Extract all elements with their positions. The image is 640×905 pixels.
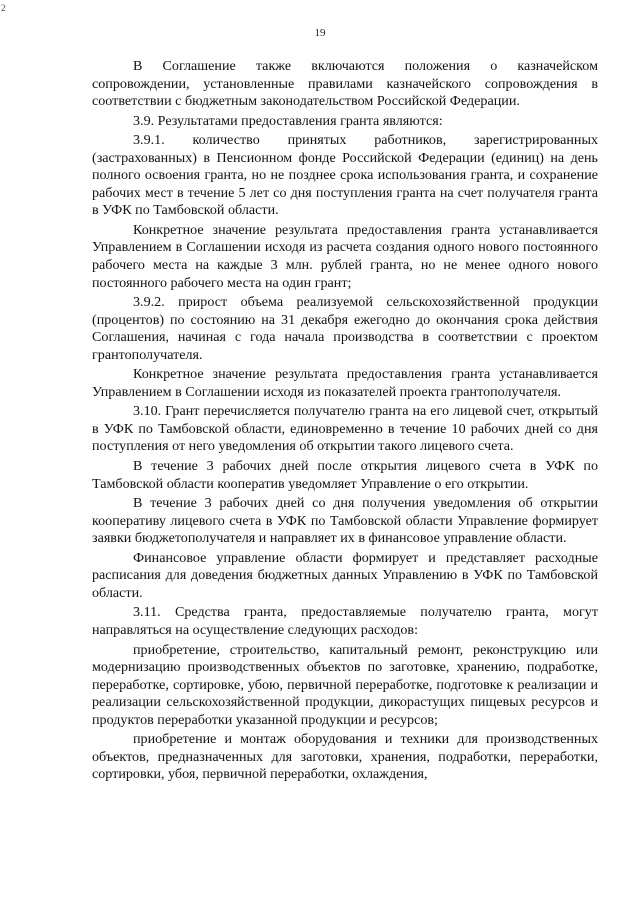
paragraph: В Соглашение также включаются положения о казначейском сопровождении, установленные правилами казначейского сопровождения в соответствии с бюджетным законодательством Российской Федерации. (92, 58, 598, 110)
paragraph: 3.9.2. прирост объема реализуемой сельскохозяйственной продукции (процентов) по состоянию на 31 декабря ежегодно до окончания срока действия Соглашения, начиная с года начала производства в соответствии с проектом грантополучателя. (92, 294, 598, 363)
paragraph: В течение 3 рабочих дней со дня получения уведомления об открытии кооперативу лицевого счета в УФК по Тамбовской области Управление формирует заявки бюджетополучателя и направляет их в финансовое управление области. (92, 495, 598, 547)
paragraph: 3.9. Результатами предоставления гранта являются: (133, 112, 443, 129)
paragraph: В течение 3 рабочих дней после открытия лицевого счета в УФК по Тамбовской области кооператив уведомляет Управление о его открытии. (92, 458, 598, 492)
paragraph: Конкретное значение результата предоставления гранта устанавливается Управлением в Соглашении исходя из показателей проекта грантополучателя. (92, 366, 598, 400)
page-number: 19 (314, 27, 326, 39)
paragraph: 3.9.1. количество принятых работников, зарегистрированных (застрахованных) в Пенсионном фонде Российской Федерации (единиц) на день полного освоения гранта, но не позднее срока использования гранта, и сохранение рабочих мест в течение 5 лет со дня поступления гранта на счет получателя гранта в УФК по Тамбовской области. (92, 132, 598, 219)
paragraph: Финансовое управление области формирует и представляет расходные расписания для доведения бюджетных данных Управлению в УФК по Тамбовской области. (92, 549, 598, 601)
paragraph: Конкретное значение результата предоставления гранта устанавливается Управлением в Соглашении исходя из расчета создания одного нового постоянного рабочего места на каждые 3 млн. рублей гранта, но не менее одного нового постоянного рабочего места на один грант; (92, 221, 598, 291)
paragraph: приобретение, строительство, капитальный ремонт, реконструкцию или модернизацию производственных объектов по заготовке, хранению, подработке, переработке, сортировке, убою, первичной переработке, подготовке к реализации и реализации сельскохозяйственной продукции, дикорастущих пищевых ресурсов и продуктов переработки указанной продукции и ресурсов; (92, 641, 598, 728)
paragraph: приобретение и монтаж оборудования и техники для производственных объектов, предназначенных для заготовки, хранения, подработки, переработки, сортировки, убоя, первичной переработки, охлаждения, (92, 731, 598, 783)
document-body (92, 58, 598, 786)
paragraph: 3.10. Грант перечисляется получателю гранта на его лицевой счет, открытый в УФК по Тамбовской области, единовременно в течение 10 рабочих дней со дня поступления от него уведомления об открытии такого лицевого счета. (92, 403, 598, 455)
margin-mark: 2 (1, 3, 6, 13)
paragraph: 3.11. Средства гранта, предоставляемые получателю гранта, могут направляться на осуществление следующих расходов: (92, 604, 598, 638)
